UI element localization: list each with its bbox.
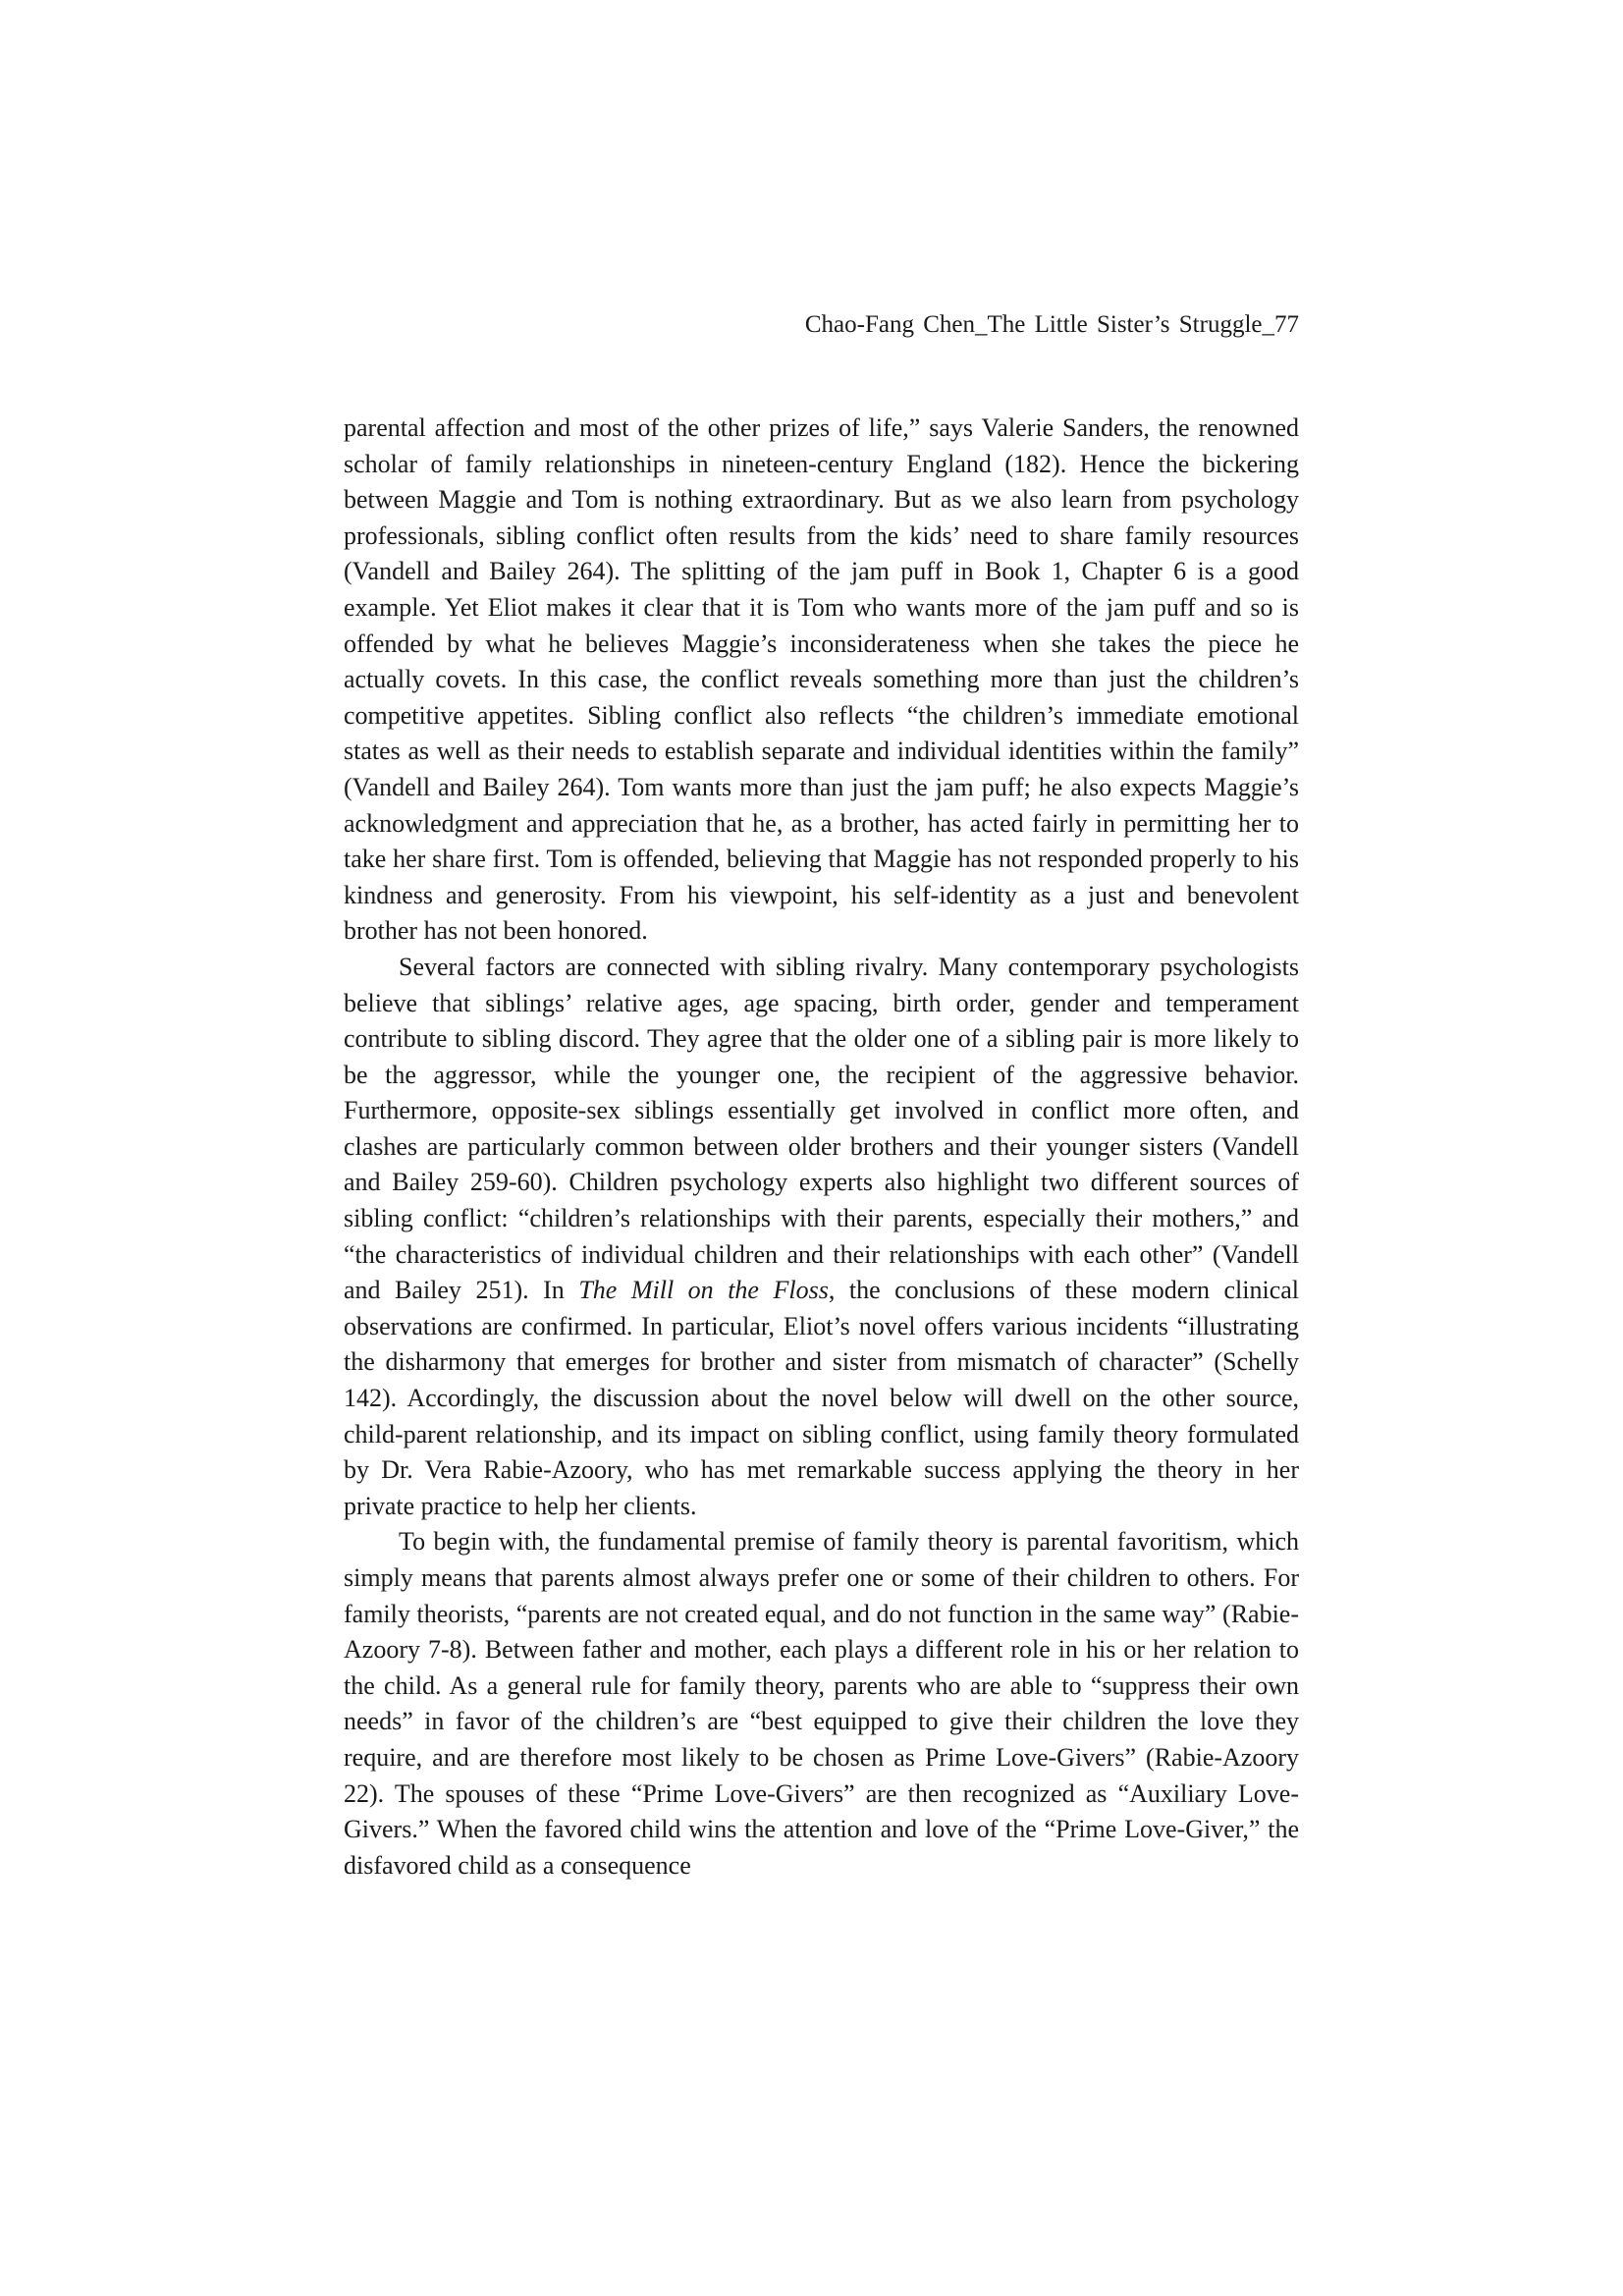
article-body <box>344 410 1299 1884</box>
running-head: Chao-Fang Chen_The Little Sister’s Struggle_77 <box>804 311 1299 338</box>
paragraph-2-text-after: , the conclusions of these modern clinical observations are confirmed. In particular, Eliot’s novel offers various incidents “illustrating the disharmony that emerges for brother and sister from mismatch of character” (Schelly 142). Accordingly, the discussion about the novel below will dwell on the other source, child-parent relationship, and its impact on sibling conflict, using family theory formulated by Dr. Vera Rabie-Azoory, who has met remarkable success applying the theory in her private practice to help her clients. <box>344 1276 1299 1520</box>
book-title: The Mill on the Floss <box>578 1276 829 1305</box>
paragraph-1: parental affection and most of the other prizes of life,” says Valerie Sanders, the renowned scholar of family relationships in nineteen-century England (182). Hence the bickering between Maggie and Tom is nothing extraordinary. But as we also learn from psychology professionals, sibling conflict often results from the kids’ need to share family resources (Vandell and Bailey 264). The splitting of the jam puff in Book 1, Chapter 6 is a good example. Yet Eliot makes it clear that it is Tom who wants more of the jam puff and so is offended by what he believes Maggie’s inconsiderateness when she takes the piece he actually covets. In this case, the conflict reveals something more than just the children’s competitive appetites. Sibling conflict also reflects “the children’s immediate emotional states as well as their needs to establish separate and individual identities within the family” (Vandell and Bailey 264). Tom wants more than just the jam puff; he also expects Maggie’s acknowledgment and appreciation that he, as a brother, has acted fairly in permitting her to take her share first. Tom is offended, believing that Maggie has not responded properly to his kindness and generosity. From his viewpoint, his self-identity as a just and benevolent brother has not been honored. <box>344 413 1299 946</box>
paragraph-3: To begin with, the fundamental premise of family theory is parental favoritism, which simply means that parents almost always prefer one or some of their children to others. For family theorists, “parents are not created equal, and do not function in the same way” (Rabie-Azoory 7-8). Between father and mother, each plays a different role in his or her relation to the child. As a general rule for family theory, parents who are able to “suppress their own needs” in favor of the children’s are “best equipped to give their children the love they require, and are therefore most likely to be chosen as Prime Love-Givers” (Rabie-Azoory 22). The spouses of these “Prime Love-Givers” are then recognized as “Auxiliary Love-Givers.” When the favored child wins the attention and love of the “Prime Love-Giver,” the disfavored child as a consequence <box>344 1527 1299 1880</box>
paragraph-2 <box>344 950 1299 1525</box>
paragraph-2-text-before: Several factors are connected with sibling rivalry. Many contemporary psychologists believe that siblings’ relative ages, age spacing, birth order, gender and temperament contribute to sibling discord. They agree that the older one of a sibling pair is more likely to be the aggressor, while the younger one, the recipient of the aggressive behavior. Furthermore, opposite-sex siblings essentially get involved in conflict more often, and clashes are particularly common between older brothers and their younger sisters (Vandell and Bailey 259-60). Children psychology experts also highlight two different sources of sibling conflict: “children’s relationships with their parents, especially their mothers,” and “the characteristics of individual children and their relationships with each other” (Vandell and Bailey 251). In <box>344 952 1299 1305</box>
